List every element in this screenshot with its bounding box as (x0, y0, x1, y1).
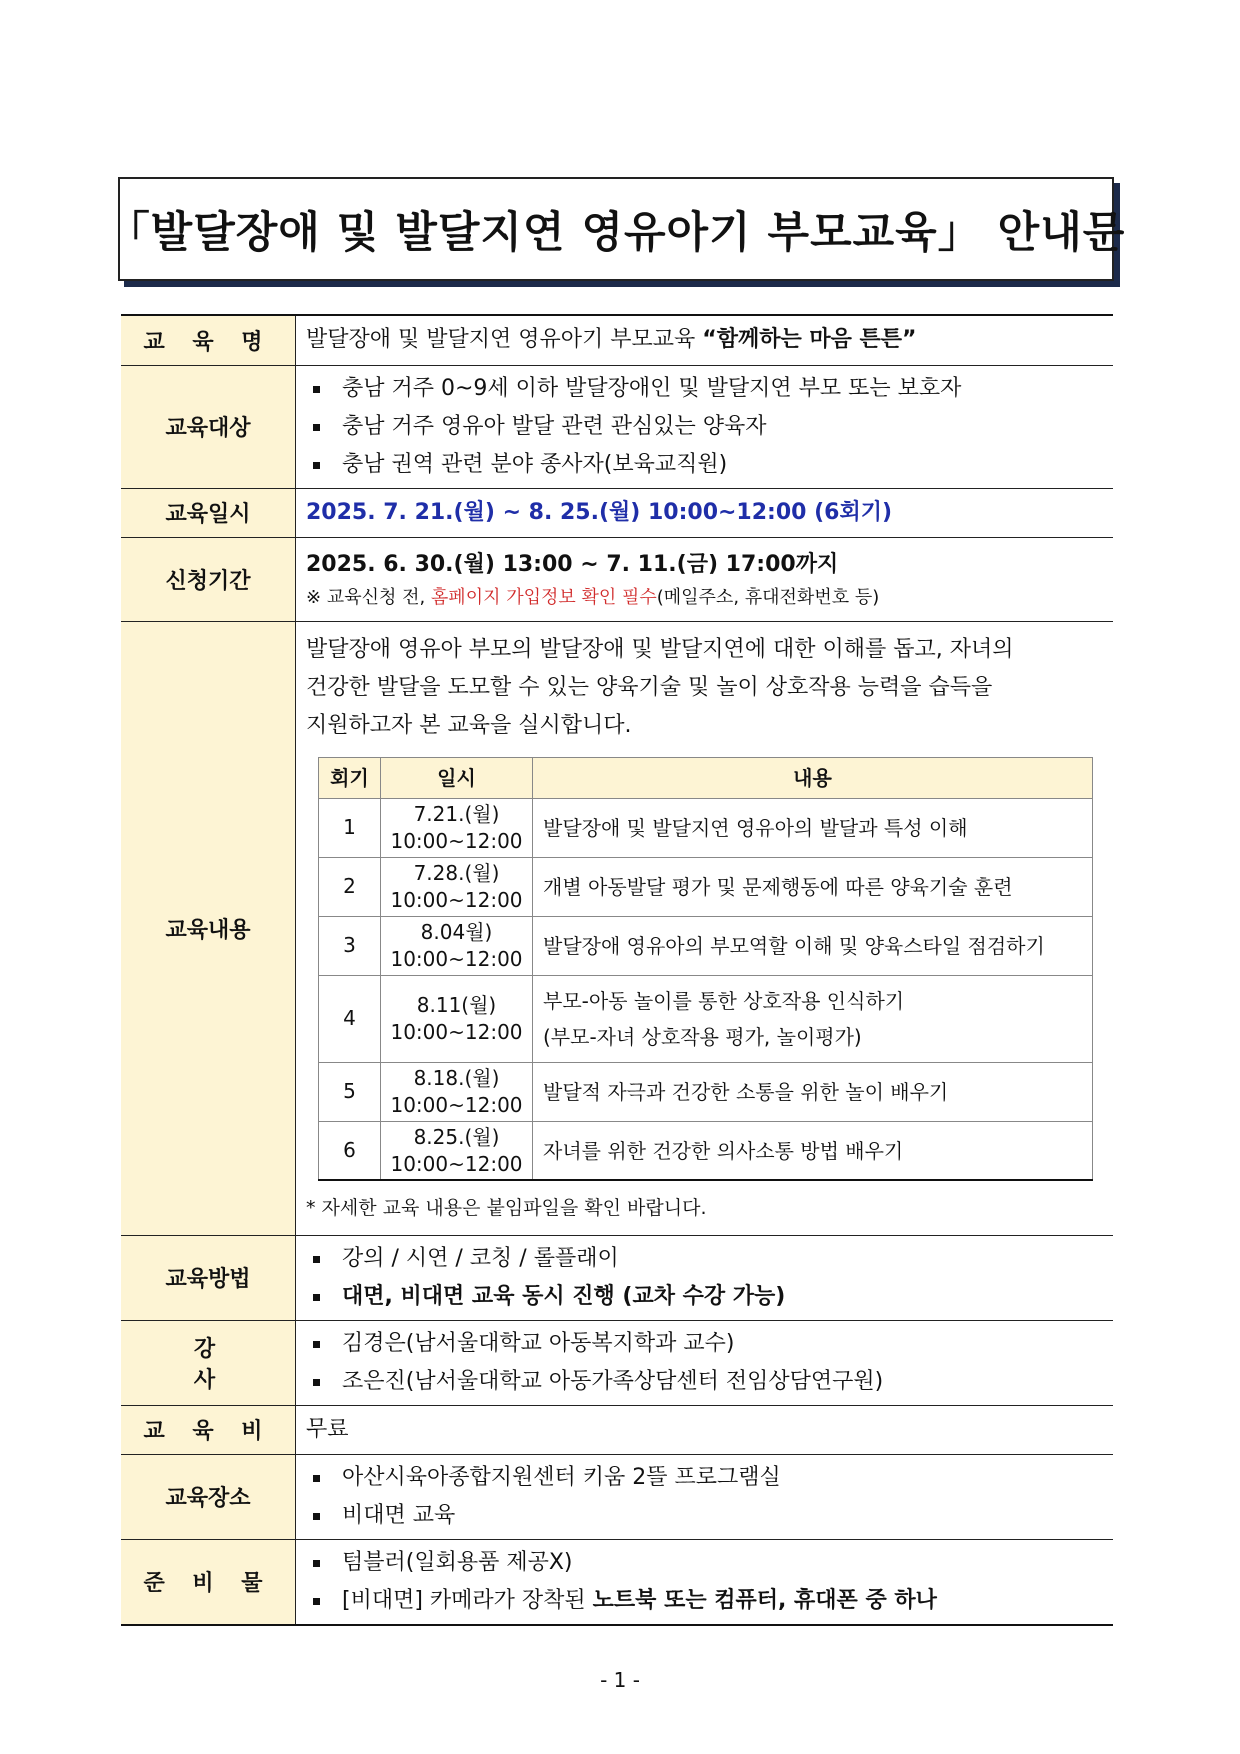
session-no: 3 (319, 916, 381, 975)
prepare-item-emphasis: 노트북 또는 컴퓨터, 휴대폰 중 하나 (592, 1587, 937, 1613)
session-content (533, 1121, 1093, 1180)
row-place (121, 1454, 1113, 1539)
lecturer-item: 김경은(남서울대학교 아동복지학과 교수) (306, 1325, 1103, 1363)
session-no: 6 (319, 1121, 381, 1180)
session-text-sub: (부모-자녀 상호작용 평가, 놀이평가) (543, 1024, 862, 1049)
session-datetime (381, 798, 533, 857)
value-prepare (296, 1539, 1114, 1625)
label-fee: 교 육 비 (121, 1405, 296, 1454)
session-content (533, 857, 1093, 916)
row-apply (121, 537, 1113, 621)
session-content (533, 916, 1093, 975)
label-content: 교육내용 (121, 621, 296, 1235)
label-method: 교육방법 (121, 1235, 296, 1320)
value-target (296, 365, 1114, 488)
session-time: 10:00~12:00 (390, 1151, 523, 1176)
session-text: 개별 아동발달 평가 및 문제행동에 따른 양육기술 훈련 (543, 874, 1013, 899)
value-name (296, 315, 1114, 365)
method-item: 대면, 비대면 교육 동시 진행 (교차 수강 가능) (306, 1278, 1103, 1316)
row-lecturer (121, 1320, 1113, 1405)
session-no: 2 (319, 857, 381, 916)
row-name (121, 315, 1113, 365)
intro-line: 발달장애 영유아 부모의 발달장애 및 발달지연에 대한 이해를 돕고, 자녀의 (306, 636, 1014, 662)
session-datetime (381, 857, 533, 916)
apply-note-warning: 홈페이지 가입정보 확인 필수 (430, 587, 657, 608)
content-footnote: * 자세한 교육 내용은 붙임파일을 확인 바랍니다. (306, 1197, 707, 1220)
target-item: 충남 권역 관련 분야 종사자(보육교직원) (306, 446, 1103, 484)
page-title: 「발달장애 및 발달지연 영유아기 부모교육」 안내문 (106, 207, 1126, 258)
session-day: 8.04월) (420, 919, 493, 944)
session-datetime (381, 1062, 533, 1121)
row-date (121, 488, 1113, 537)
session-day: 7.21.(월) (413, 801, 500, 826)
session-text: 발달장애 및 발달지연 영유아의 발달과 특성 이해 (543, 815, 968, 840)
place-item: 아산시육아종합지원센터 키움 2뜰 프로그램실 (306, 1459, 1103, 1497)
value-fee: 무료 (296, 1405, 1114, 1454)
row-target (121, 365, 1113, 488)
session-content (533, 798, 1093, 857)
label-place: 교육장소 (121, 1454, 296, 1539)
prepare-item: 텀블러(일회용품 제공X) (306, 1544, 1103, 1582)
schedule-row (319, 857, 1093, 916)
value-apply (296, 537, 1114, 621)
target-item: 충남 거주 0~9세 이하 발달장애인 및 발달지연 부모 또는 보호자 (306, 370, 1103, 408)
target-item: 충남 거주 영유아 발달 관련 관심있는 양육자 (306, 408, 1103, 446)
label-date: 교육일시 (121, 488, 296, 537)
header-date: 일시 (381, 757, 533, 798)
schedule-row (319, 1062, 1093, 1121)
session-day: 7.28.(월) (413, 860, 500, 885)
session-no: 4 (319, 975, 381, 1062)
apply-note (306, 584, 1103, 612)
name-text: 발달장애 및 발달지연 영유아기 부모교육 (306, 327, 703, 353)
row-content (121, 621, 1113, 1235)
value-content (296, 621, 1114, 1235)
label-apply: 신청기간 (121, 537, 296, 621)
session-time: 10:00~12:00 (390, 946, 523, 971)
place-item: 비대면 교육 (306, 1497, 1103, 1535)
session-content (533, 975, 1093, 1062)
title-box (106, 177, 1126, 281)
schedule-header (319, 757, 1093, 798)
intro-line: 건강한 발달을 도모할 수 있는 양육기술 및 놀이 상호작용 능력을 습득을 (306, 674, 993, 700)
session-day: 8.11(월) (416, 992, 497, 1017)
value-lecturer (296, 1320, 1114, 1405)
label-prepare: 준 비 물 (121, 1539, 296, 1625)
session-no: 5 (319, 1062, 381, 1121)
session-text: 부모-아동 놀이를 통한 상호작용 인식하기 (543, 988, 905, 1013)
schedule-table (318, 757, 1093, 1182)
schedule-row (319, 975, 1093, 1062)
session-datetime (381, 916, 533, 975)
session-time: 10:00~12:00 (390, 1092, 523, 1117)
prepare-item-text: [비대면] 카메라가 장착된 (342, 1587, 593, 1613)
apply-note-suffix: (메일주소, 휴대전화번호 등) (656, 587, 880, 608)
intro-line: 지원하고자 본 교육을 실시합니다. (306, 712, 632, 738)
content-intro (306, 631, 1103, 745)
schedule-row (319, 798, 1093, 857)
value-place (296, 1454, 1114, 1539)
session-text: 발달장애 영유아의 부모역할 이해 및 양육스타일 점검하기 (543, 933, 1045, 958)
session-datetime (381, 975, 533, 1062)
header-session: 회기 (319, 757, 381, 798)
session-text: 발달적 자극과 건강한 소통을 위한 놀이 배우기 (543, 1079, 949, 1104)
session-content (533, 1062, 1093, 1121)
label-lecturer: 강 사 (121, 1320, 296, 1405)
value-method (296, 1235, 1114, 1320)
name-emphasis: “함께하는 마음 튼튼” (702, 327, 917, 353)
header-content: 내용 (533, 757, 1093, 798)
session-day: 8.25.(월) (413, 1124, 500, 1149)
session-datetime (381, 1121, 533, 1180)
session-time: 10:00~12:00 (390, 828, 523, 853)
method-item: 강의 / 시연 / 코칭 / 롤플래이 (306, 1240, 1103, 1278)
prepare-item (306, 1582, 1103, 1620)
value-date: 2025. 7. 21.(월) ~ 8. 25.(월) 10:00~12:00 (6회기) (296, 488, 1114, 537)
session-text: 자녀를 위한 건강한 의사소통 방법 배우기 (543, 1138, 904, 1163)
row-method (121, 1235, 1113, 1320)
schedule-row (319, 916, 1093, 975)
lecturer-item: 조은진(남서울대학교 아동가족상담센터 전임상담연구원) (306, 1363, 1103, 1401)
row-prepare (121, 1539, 1113, 1625)
session-no: 1 (319, 798, 381, 857)
apply-period: 2025. 6. 30.(월) 13:00 ~ 7. 11.(금) 17:00까지 (306, 552, 839, 577)
info-table (121, 314, 1113, 1626)
row-fee (121, 1405, 1113, 1454)
session-time: 10:00~12:00 (390, 1019, 523, 1044)
label-name: 교 육 명 (121, 315, 296, 365)
label-target: 교육대상 (121, 365, 296, 488)
session-day: 8.18.(월) (413, 1065, 500, 1090)
apply-note-prefix: ※ 교육신청 전, (306, 587, 431, 608)
session-time: 10:00~12:00 (390, 887, 523, 912)
page-number: - 1 - (600, 1668, 640, 1692)
schedule-row (319, 1121, 1093, 1180)
